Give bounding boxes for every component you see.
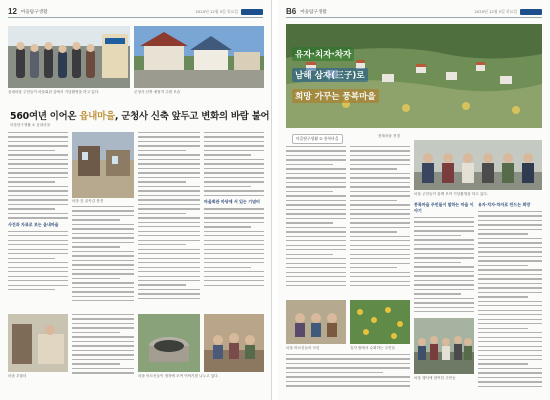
residents-group-photo	[414, 140, 542, 190]
article-subhead: 사진과 자료로 보는 읍내마을	[8, 221, 59, 227]
photo-caption: 군청사 신축 예정지 주변 모습	[134, 90, 181, 94]
group-photo	[8, 26, 130, 88]
headline-text: , 군청사 신축 앞두고 변화의 바람 불어	[114, 111, 270, 122]
page-number: 12	[8, 7, 17, 16]
article-column-bottom	[286, 354, 410, 390]
article-column-3	[414, 200, 474, 316]
newspaper-logo	[520, 9, 542, 15]
headline-text: 560여년 이어온	[10, 111, 80, 122]
village-photo	[134, 26, 264, 88]
photo-caption: 마을 주민들이 함께 모여 기념촬영을 하고 있다.	[414, 192, 488, 196]
left-page-header	[8, 6, 263, 18]
article-subhead: 풍복마을 주민들이 말하는 마을 이야기	[414, 202, 474, 213]
photo-caption: 풍복마을 전경	[378, 134, 400, 138]
article-column-4	[478, 200, 542, 390]
well-photo	[138, 314, 200, 372]
photo-caption: 마을 행사에 참여한 주민들	[414, 376, 456, 380]
right-page-header	[286, 6, 542, 18]
issue-date: 2020년 12월 5일 목요일	[474, 8, 517, 14]
newspaper-logo	[241, 9, 263, 15]
photo-caption: 마을 우물터	[8, 374, 27, 378]
section-label: 마을탐구생활	[20, 9, 48, 15]
elders-photo	[204, 314, 264, 372]
photo-caption: 읍내마을 주민들이 마을회관 앞에서 기념촬영을 하고 있다.	[8, 90, 100, 94]
article-headline	[10, 108, 270, 122]
issue-date: 2020년 12월 5일 목요일	[195, 8, 238, 14]
interior-photo	[8, 314, 68, 372]
page-number: B6	[286, 7, 297, 16]
feature-title-line: 희망 가꾸는 풍복마을	[292, 89, 379, 103]
right-page	[278, 0, 550, 400]
event-photo	[414, 318, 474, 374]
photo-caption: 마을 앞 골목길 풍경	[72, 199, 104, 203]
article-column-2-bottom	[72, 314, 134, 384]
article-subhead: 마을회관 마당에 서 있는 기념비	[204, 199, 260, 205]
article-column-4	[204, 132, 264, 308]
article-column-3	[138, 132, 200, 308]
feature-title-line: 남해 삼자(三子)로	[292, 68, 368, 82]
citron-field-photo	[350, 300, 410, 344]
byline: 마을탐구생활 ② 풍복마을	[292, 134, 343, 144]
feature-title-line: 유자·치자·차자	[292, 47, 354, 61]
feature-title	[292, 42, 452, 105]
byline: 마을탐구생활 ① 읍내마을	[10, 123, 51, 127]
photo-caption: 마을 어르신들의 모임	[286, 346, 320, 350]
section-label: 마을탐구생활	[300, 9, 327, 15]
article-column-1	[8, 132, 68, 308]
article-column-1	[286, 146, 346, 296]
article-column-2	[72, 206, 134, 306]
left-page	[0, 0, 272, 400]
article-column-2	[350, 146, 410, 296]
alley-photo	[72, 132, 134, 198]
headline-highlight: 읍내마을	[79, 111, 115, 122]
meeting-photo	[286, 300, 346, 344]
photo-caption: 유자 밭에서 수확하는 주민들	[350, 346, 396, 350]
article-subhead: 유자·치자·차자로 만드는 희망	[478, 202, 531, 207]
photo-caption: 마을 어르신들이 정자에 모여 이야기를 나누고 있다.	[138, 374, 219, 378]
